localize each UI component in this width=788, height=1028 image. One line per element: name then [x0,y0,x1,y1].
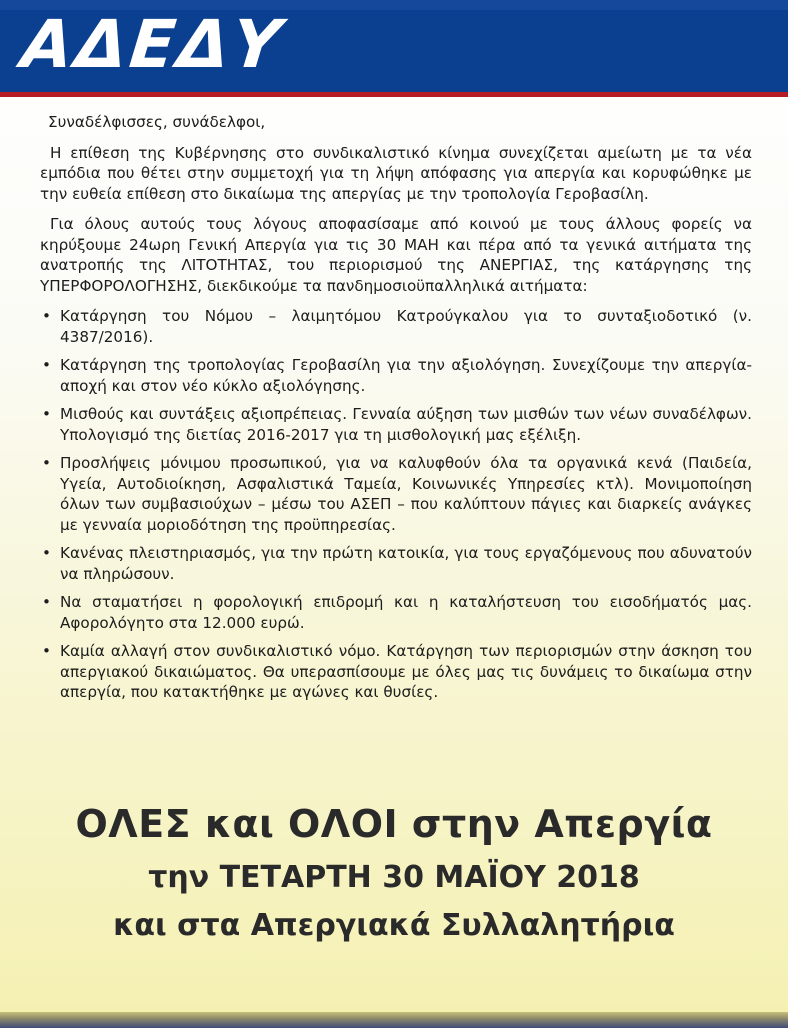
bullet-icon: • [42,356,51,374]
demands-list [40,306,752,703]
demand-text: Καμία αλλαγή στον συνδικαλιστικό νόμο. Κατάργηση των περιορισμών στην άσκηση του απεργιακού δικαιώματος. Θα υπερασπίσουμε με όλες μας τις δυνάμεις το δικαίωμα στην απεργία, που κατακτήθηκε με αγώνες και θυσίες. [60,642,752,701]
bullet-icon: • [42,307,51,325]
footer-edge [0,1012,788,1028]
demand-text: Προσλήψεις μόνιμου προσωπικού, για να καλυφθούν όλα τα οργανικά κενά (Παιδεία, Υγεία, Αυτοδιοίκηση, Ασφαλιστικά Ταμεία, Κοινωνικές Υπηρεσίες κτλ). Μονιμοποίηση όλων των συμβασιούχων – μέσω του ΑΣΕΠ – που καλύπτουν πάγιες και διαρκείς ανάγκες με γενναία μοριοδότηση της προϋπηρεσίας. [60,454,752,534]
paragraph-decision: Για όλους αυτούς τους λόγους αποφασίσαμε από κοινού με τους άλλους φορείς να κηρύξουμε 24ωρη Γενική Απεργία για τις 30 ΜΑΗ και πέρα από τα γενικά αιτήματα της ανατροπής της ΛΙΤΟΤΗΤΑΣ, του περιορισμού της ΑΝΕΡΓΙΑΣ, της κατάργησης της ΥΠΕΡΦΟΡΟΛΟΓΗΣΗΣ, διεκδικούμε τα πανδημοσιοϋπαλληλικά αιτήματα: [40,215,752,295]
bullet-icon: • [42,454,51,472]
adedy-logo: ΑΔΕΔΥ [17,6,288,83]
demand-text: Κατάργηση της τροπολογίας Γεροβασίλη για την αξιολόγηση. Συνεχίζουμε την απεργία-αποχή και στον νέο κύκλο αξιολόγησης. [60,356,752,395]
header-banner [0,0,788,92]
letter-body [40,112,752,711]
demand-item [40,543,752,584]
demand-text: Κατάργηση του Νόμου – λαιμητόμου Κατρούγκαλου για το συνταξιοδοτικό (ν. 4387/2016). [60,307,752,346]
demand-item [40,355,752,396]
demand-item [40,453,752,535]
slogan-line-1: ΟΛΕΣ και ΟΛΟΙ στην Απεργία [75,802,713,846]
demand-text: Κανένας πλειστηριασμός, για την πρώτη κατοικία, για τους εργαζόμενους που αδυνατούν να πληρώσουν. [60,544,752,583]
bullet-icon: • [42,642,51,660]
greeting: Συναδέλφισσες, συνάδελφοι, [48,113,266,131]
header-red-rule [0,92,788,97]
slogan-line-2: την ΤΕΤΑΡΤΗ 30 ΜΑΪΟΥ 2018 [148,860,640,895]
demand-item [40,641,752,703]
bullet-icon: • [42,544,51,562]
demand-text: Μισθούς και συντάξεις αξιοπρέπειας. Γενναία αύξηση των μισθών των νέων συναδέλφων. Υπολογισμό της διετίας 2016-2017 για τη μισθολογική μας εξέλιξη. [60,405,752,444]
slogan-line-3: και στα Απεργιακά Συλλαλητήρια [113,908,675,943]
demand-item [40,306,752,347]
bullet-icon: • [42,593,51,611]
demand-item [40,592,752,633]
demand-text: Να σταματήσει η φορολογική επιδρομή και η καταλήστευση του εισοδήματός μας. Αφορολόγητο στα 12.000 ευρώ. [60,593,752,632]
demand-item [40,404,752,445]
bullet-icon: • [42,405,51,423]
paragraph-intro: Η επίθεση της Κυβέρνησης στο συνδικαλιστικό κίνημα συνεχίζεται αμείωτη με τα νέα εμπόδια που θέτει στην συμμετοχή για τη λήψη απόφασης για απεργία και κορυφώθηκε με την ευθεία επίθεση στο δικαίωμα της απεργίας με την τροπολογία Γεροβασίλη. [40,143,752,203]
